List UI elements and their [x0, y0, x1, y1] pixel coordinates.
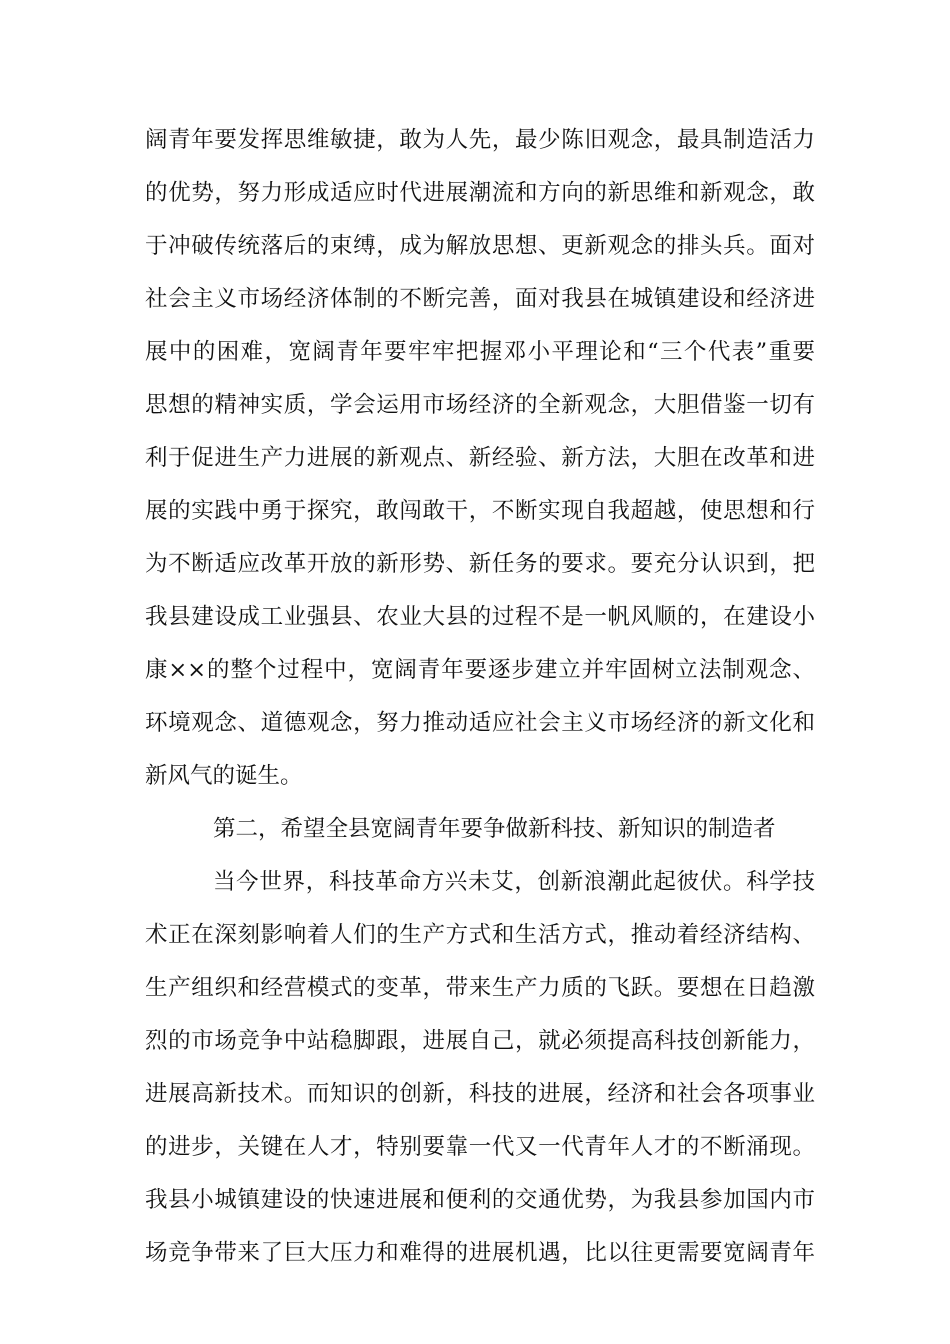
body-line: 思想的精神实质，学会运用市场经济的全新观念，大胆借鉴一切有: [145, 392, 815, 418]
body-line: 阔青年要发挥思维敏捷，敢为人先，最少陈旧观念，最具制造活力: [145, 127, 815, 153]
body-line: 于冲破传统落后的束缚，成为解放思想、更新观念的排头兵。面对: [145, 233, 815, 259]
body-line: 烈的市场竞争中站稳脚跟，进展自己，就必须提高科技创新能力，: [145, 1028, 815, 1054]
body-line: 新风气的诞生。: [145, 763, 303, 789]
body-line: 术正在深刻影响着人们的生产方式和生活方式，推动着经济结构、: [145, 922, 815, 948]
body-line: 利于促进生产力进展的新观点、新经验、新方法，大胆在改革和进: [145, 445, 815, 471]
body-line: 展的实践中勇于探究，敢闯敢干，不断实现自我超越，使思想和行: [145, 498, 815, 524]
body-line: 场竞争带来了巨大压力和难得的进展机遇，比以往更需要宽阔青年: [145, 1240, 815, 1266]
body-line: 环境观念、道德观念，努力推动适应社会主义市场经济的新文化和: [145, 710, 815, 736]
body-line: 我县小城镇建设的快速进展和便利的交通优势，为我县参加国内市: [145, 1187, 815, 1213]
paragraph-first-line: 当今世界，科技革命方兴未艾，创新浪潮此起彼伏。科学技: [213, 869, 815, 895]
body-line: 的优势，努力形成适应时代进展潮流和方向的新思维和新观念，敢: [145, 180, 815, 206]
body-line: 社会主义市场经济体制的不断完善，面对我县在城镇建设和经济进: [145, 286, 815, 312]
body-line: 我县建设成工业强县、农业大县的过程不是一帆风顺的，在建设小: [145, 604, 815, 630]
body-line: 为不断适应改革开放的新形势、新任务的要求。要充分认识到，把: [145, 551, 815, 577]
body-line: 康××的整个过程中，宽阔青年要逐步建立并牢固树立法制观念、: [145, 657, 815, 683]
body-line: 生产组织和经营模式的变革，带来生产力质的飞跃。要想在日趋激: [145, 975, 815, 1001]
body-line: 进展高新技术。而知识的创新，科技的进展，经济和社会各项事业: [145, 1081, 815, 1107]
body-line: 展中的困难，宽阔青年要牢牢把握邓小平理论和“三个代表”重要: [145, 339, 815, 365]
body-line: 的进步，关键在人才，特别要靠一代又一代青年人才的不断涌现。: [145, 1134, 815, 1160]
document-body: [145, 126, 815, 1292]
section-heading: 第二，希望全县宽阔青年要争做新科技、新知识的制造者: [213, 816, 776, 842]
